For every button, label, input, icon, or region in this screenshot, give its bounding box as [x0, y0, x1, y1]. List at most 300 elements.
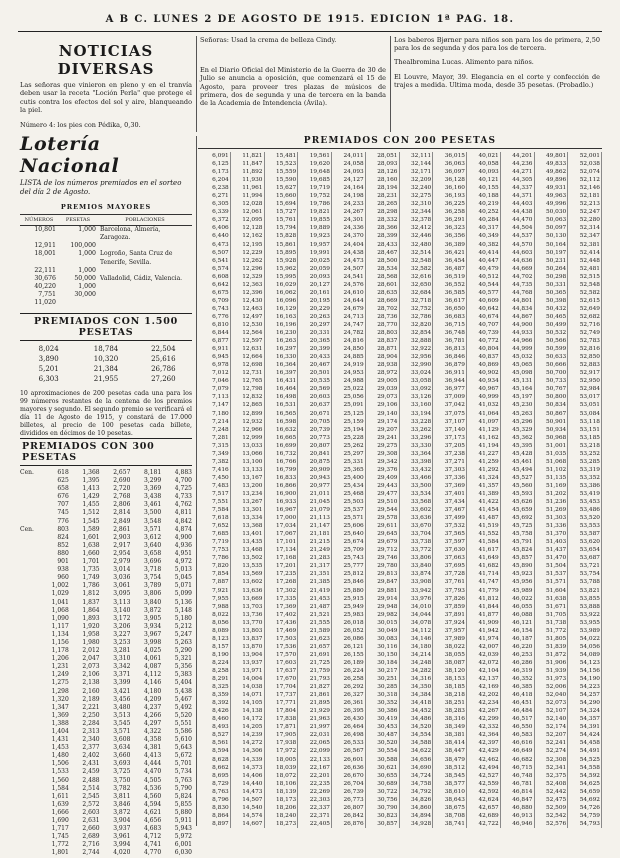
p200-number: 28,399 [367, 232, 400, 240]
p200-number: 40,317 [468, 224, 501, 232]
p200-number: 41,877 [468, 611, 501, 619]
p300-number: 4,842 [174, 517, 192, 525]
p200-number: 21,929 [299, 707, 332, 715]
p200-number: 6,743 [198, 305, 231, 313]
p200-number: 12,262 [232, 257, 265, 265]
p200-number: 51,169 [536, 482, 569, 490]
p200-number: 51,236 [536, 498, 569, 506]
p200-number: 54,391 [569, 723, 602, 731]
p200-number: 42,299 [468, 715, 501, 723]
p200-number: 25,880 [333, 587, 366, 595]
p200-number: 6,173 [198, 168, 231, 176]
p200-number: 54,491 [569, 747, 602, 755]
p300-number: 745 [57, 509, 69, 517]
p200-number: 24,198 [333, 192, 366, 200]
p200-number: 18,005 [266, 756, 299, 764]
p200-number: 28,938 [367, 361, 400, 369]
p200-number: 7,988 [198, 603, 231, 611]
p200-number: 8,224 [198, 659, 231, 667]
p300-number: 1,584 [51, 784, 69, 792]
p200-number: 21,861 [299, 691, 332, 699]
p200-number: 41,422 [468, 498, 501, 506]
p300-number: 1,178 [51, 647, 69, 655]
p200-number: 11,892 [232, 168, 265, 176]
p200-number: 32,922 [401, 345, 434, 353]
p200-number: 24,507 [333, 265, 366, 273]
p200-number: 52,649 [569, 305, 602, 313]
p200-number: 7,921 [198, 587, 231, 595]
p200-number: 40,447 [468, 257, 501, 265]
p200-number: 28,736 [367, 313, 400, 321]
p200-number: 8,157 [198, 643, 231, 651]
p200-number: 30,453 [367, 723, 400, 731]
p300-number: 3,634 [113, 744, 131, 752]
p200-number: 6,125 [198, 160, 231, 168]
p200-number: 26,773 [333, 796, 366, 804]
p200-number: 52,247 [569, 208, 602, 216]
p200-number: 52,174 [536, 723, 569, 731]
p200-number: 37,663 [434, 554, 467, 562]
p200-number: 37,532 [434, 522, 467, 530]
p200-number: 40,999 [468, 393, 501, 401]
p200-number: 36,846 [434, 353, 467, 361]
p200-number: 7,887 [198, 578, 231, 586]
p200-number: 51,738 [536, 619, 569, 627]
p200-number: 17,168 [266, 554, 299, 562]
p200-number: 26,224 [333, 667, 366, 675]
p200-number: 40,707 [468, 321, 501, 329]
p200-number: 28,366 [367, 224, 400, 232]
p200-number: 36,552 [434, 281, 467, 289]
p200-number: 32,378 [401, 216, 434, 224]
p200-number: 51,537 [536, 570, 569, 578]
p200-number: 17,670 [266, 675, 299, 683]
p200-number: 13,502 [232, 554, 265, 562]
right-text-1: Los baberos Bjørner para niños son para los de primera, 2,50 para los de segunda y dos para los de tercera. [394, 36, 600, 53]
p200-number: 52,381 [569, 241, 602, 249]
p300-number: 4,594 [144, 800, 162, 808]
p300-number: 3,140 [113, 606, 131, 614]
p200-number: 6,574 [198, 265, 231, 273]
p200-number: 21,691 [299, 651, 332, 659]
p200-number: 12,128 [232, 224, 265, 232]
p200-number: 8,426 [198, 707, 231, 715]
p200-number: 45,923 [502, 570, 535, 578]
p200-number: 41,779 [468, 587, 501, 595]
p200-number: 24,644 [333, 297, 366, 305]
p300-number: 3,061 [113, 582, 131, 590]
p200-number: 11,930 [232, 176, 265, 184]
p200-number: 8,460 [198, 715, 231, 723]
p200-number: 26,636 [333, 764, 366, 772]
p200-number: 33,432 [401, 466, 434, 474]
p200-number: 52,548 [569, 281, 602, 289]
p200-number: 46,781 [502, 780, 535, 788]
p200-number: 38,218 [434, 691, 467, 699]
p200-number: 41,194 [468, 442, 501, 450]
p300-number: 6,030 [174, 849, 192, 857]
p300-label [20, 760, 38, 768]
p300-number: 3,036 [113, 574, 131, 582]
p200-number: 7,113 [198, 393, 231, 401]
p200-number: 22,371 [299, 812, 332, 820]
p200-number: 44,371 [502, 192, 535, 200]
p300-number: 3,571 [144, 525, 162, 533]
p200-number: 16,933 [266, 498, 299, 506]
p300-label [20, 696, 38, 704]
p300-number: 4,180 [144, 687, 162, 695]
p200-number: 53,922 [569, 611, 602, 619]
p200-number: 8,897 [198, 820, 231, 828]
p200-number: 17,067 [266, 530, 299, 538]
mayores-row [20, 250, 192, 266]
p200-number: 52,375 [536, 772, 569, 780]
p200-number: 36,193 [434, 192, 467, 200]
p200-number: 49,833 [536, 160, 569, 168]
p200-number: 16,397 [266, 369, 299, 377]
p1500-number: 21,384 [93, 365, 119, 374]
p300-number: 1,864 [82, 606, 100, 614]
p200-number: 29,005 [367, 377, 400, 385]
p300-number: 2,514 [82, 784, 100, 792]
p200-number: 37,891 [434, 611, 467, 619]
p200-number: 19,923 [299, 232, 332, 240]
p200-number: 14,507 [232, 796, 265, 804]
p200-number: 33,568 [401, 498, 434, 506]
p200-number: 51,370 [536, 530, 569, 538]
p200-number: 17,704 [266, 683, 299, 691]
p300-number: 4,762 [174, 501, 192, 509]
p200-number: 45,956 [502, 578, 535, 586]
mayores-cell-num: 7,751 [38, 291, 56, 299]
p200-number: 36,454 [434, 257, 467, 265]
p200-number: 34,690 [401, 764, 434, 772]
p200-number: 53,084 [569, 410, 602, 418]
p200-number: 53,620 [569, 538, 602, 546]
p300-number: 2,689 [82, 833, 100, 841]
p200-number: 52,917 [569, 369, 602, 377]
p300-number: 1,512 [82, 509, 100, 517]
p300-number: 1,429 [82, 493, 100, 501]
p200-number: 46,484 [502, 707, 535, 715]
p200-number: 25,812 [333, 570, 366, 578]
p200-number: 25,915 [333, 595, 366, 603]
p200-number: 50,398 [536, 297, 569, 305]
p200-number: 8,493 [198, 723, 231, 731]
p200-number: 15,523 [266, 160, 299, 168]
p300-number: 1,639 [51, 800, 69, 808]
p300-label [20, 728, 38, 736]
p300-number: 2,545 [82, 792, 100, 800]
p200-number: 44,702 [502, 273, 535, 281]
p300-number: 3,840 [144, 598, 162, 606]
p300-number: 1,156 [51, 638, 69, 646]
p200-number: 7,584 [198, 506, 231, 514]
p200-number: 37,140 [434, 426, 467, 434]
p200-number: 33,194 [401, 410, 434, 418]
p300-number: 3,500 [144, 509, 162, 517]
p200-number: 14,071 [232, 691, 265, 699]
p300-number: 5,180 [174, 614, 192, 622]
p200-number: 53,017 [569, 393, 602, 401]
p300-number: 5,356 [174, 663, 192, 671]
p200-number: 22,133 [299, 756, 332, 764]
p300-title: PREMIADOS CON 300 PESETAS [20, 438, 192, 466]
p300-number: 4,322 [144, 728, 162, 735]
p200-number: 52,414 [569, 249, 602, 257]
p200-number: 7,955 [198, 595, 231, 603]
p200-number: 18,173 [266, 796, 299, 804]
p200-number: 36,015 [434, 152, 467, 160]
p200-number: 44,570 [502, 241, 535, 249]
p300-number: 3,967 [144, 630, 162, 638]
p200-number: 40,577 [468, 289, 501, 297]
p200-number: 40,093 [468, 168, 501, 176]
p200-number: 29,275 [367, 442, 400, 450]
p200-number: 34,384 [401, 691, 434, 699]
p300-number: 776 [57, 517, 69, 525]
p200-number: 22,167 [299, 764, 332, 772]
p200-number: 7,820 [198, 562, 231, 570]
p200-number: 36,063 [434, 160, 467, 168]
p300-label [20, 477, 38, 485]
p200-number: 14,205 [232, 723, 265, 731]
p200-number: 41,292 [468, 466, 501, 474]
p200-number: 8,662 [198, 764, 231, 772]
p200-number: 34,894 [401, 812, 434, 820]
p200-number: 37,826 [434, 595, 467, 603]
p200-number: 28,837 [367, 337, 400, 345]
p200-number: 25,331 [333, 458, 366, 466]
p200-number: 44,933 [502, 329, 535, 337]
p200-number: 50,968 [536, 434, 569, 442]
p200-number: 16,196 [266, 321, 299, 329]
p200-number: 28,568 [367, 273, 400, 281]
p200-number: 50,767 [536, 385, 569, 393]
p200-number: 17,302 [266, 587, 299, 595]
mayores-cell-place [98, 291, 192, 299]
mayores-cell-place [98, 267, 192, 275]
p200-number: 45,527 [502, 474, 535, 482]
p300-number: 3,872 [144, 606, 162, 614]
p200-number: 41,389 [468, 490, 501, 498]
p200-number: 33,330 [401, 442, 434, 450]
p200-number: 25,571 [333, 514, 366, 522]
p200-number: 13,703 [232, 603, 265, 611]
p200-number: 25,674 [333, 538, 366, 546]
p200-number: 20,705 [299, 418, 332, 426]
p300-number: 2,744 [82, 849, 100, 857]
p200-number: 38,512 [434, 764, 467, 772]
p200-number: 33,160 [401, 401, 434, 409]
p200-number: 30,419 [367, 715, 400, 723]
p200-number: 53,285 [569, 458, 602, 466]
p200-number: 52,950 [569, 377, 602, 385]
p300-number: 1,117 [51, 622, 69, 630]
p300-number: 4,656 [144, 817, 162, 825]
p200-number: 42,202 [468, 691, 501, 699]
p200-number: 8,291 [198, 675, 231, 683]
p200-number: 29,914 [367, 595, 400, 603]
p200-number: 20,773 [299, 434, 332, 442]
p200-number: 50,432 [536, 305, 569, 313]
p200-number: 54,424 [569, 731, 602, 739]
p200-number: 45,494 [502, 466, 535, 474]
p200-number: 52,783 [569, 337, 602, 345]
p200-number: 33,636 [401, 514, 434, 522]
p200-number: 37,467 [434, 506, 467, 514]
p200-number: 15,727 [266, 208, 299, 216]
p200-number: 50,197 [536, 249, 569, 257]
p200-number: 36,585 [434, 289, 467, 297]
p300-label: Cen. [20, 525, 34, 533]
p300-number: 4,936 [174, 541, 192, 549]
p200-number: 42,462 [468, 756, 501, 764]
p300-number: 1,041 [51, 598, 69, 606]
p200-number: 20,127 [299, 281, 332, 289]
p200-number: 37,009 [434, 393, 467, 401]
p300-number: 3,998 [144, 638, 162, 646]
mayores-cell-num: 30,676 [34, 274, 56, 282]
p300-number: 3,612 [144, 533, 162, 541]
p200-number: 44,201 [502, 152, 535, 160]
mayores-row [20, 242, 192, 250]
p300-label [20, 631, 38, 639]
p200-number: 52,038 [569, 160, 602, 168]
p300-number: 658 [57, 485, 69, 493]
p200-number: 15,481 [266, 152, 299, 160]
p300-number: 1,601 [82, 533, 100, 541]
p200-number: 13,602 [232, 578, 265, 586]
p200-number: 6,608 [198, 273, 231, 281]
p200-number: 41,129 [468, 426, 501, 434]
p200-number: 20,875 [299, 458, 332, 466]
p300-number: 8,181 [144, 469, 162, 476]
p200-number: 26,086 [333, 635, 366, 643]
p300-number: 3,696 [144, 558, 162, 566]
p200-number: 8,796 [198, 796, 231, 804]
p200-number: 16,598 [266, 418, 299, 426]
p200-number: 21,725 [299, 659, 332, 667]
p200-number: 8,258 [198, 667, 231, 675]
p1500-number: 5,201 [38, 365, 59, 374]
p300-number: 1,837 [82, 598, 100, 606]
p200-number: 13,301 [232, 506, 265, 514]
p200-number: 20,739 [299, 426, 332, 434]
p200-number: 13,334 [232, 514, 265, 522]
p200-number: 52,181 [569, 192, 602, 200]
p200-number: 36,617 [434, 297, 467, 305]
mayores-cell-place [98, 283, 192, 291]
p200-number: 29,174 [367, 418, 400, 426]
p200-number: 54,123 [569, 659, 602, 667]
p200-number: 51,705 [536, 611, 569, 619]
p200-number: 40,902 [468, 369, 501, 377]
p200-number: 53,553 [569, 522, 602, 530]
p300-label [20, 825, 38, 833]
p300-label [20, 833, 38, 841]
p200-number: 6,844 [198, 329, 231, 337]
p200-number: 42,039 [468, 651, 501, 659]
p300-number: 4,811 [174, 509, 192, 517]
p200-number: 45,461 [502, 458, 535, 466]
p300-number: 2,849 [113, 517, 131, 525]
p200-number: 50,231 [536, 257, 569, 265]
p200-number: 26,739 [333, 788, 366, 796]
p200-number: 54,089 [569, 651, 602, 659]
p200-number: 41,227 [468, 450, 501, 458]
p200-number: 52,883 [569, 361, 602, 369]
p300-number: 5,467 [174, 695, 192, 703]
p200-number: 7,854 [198, 570, 231, 578]
p1500-title: PREMIADOS CON 1.500 PESETAS [20, 313, 192, 341]
p200-number: 32,752 [401, 305, 434, 313]
p200-number: 29,477 [367, 490, 400, 498]
p200-number: 29,039 [367, 385, 400, 393]
p200-number: 12,028 [232, 200, 265, 208]
p200-number: 12,463 [232, 305, 265, 313]
p200-number: 45,428 [502, 450, 535, 458]
p200-number: 32,718 [401, 297, 434, 305]
p200-number: 33,126 [401, 393, 434, 401]
p300-number: 4,413 [144, 752, 162, 760]
p200-number: 45,626 [502, 498, 535, 506]
p300-label [20, 768, 38, 776]
p200-number: 41,259 [468, 458, 501, 466]
p200-number: 52,207 [536, 731, 569, 739]
p200-number: 28,467 [367, 249, 400, 257]
p200-number: 25,228 [333, 434, 366, 442]
p200-number: 17,771 [266, 699, 299, 707]
p200-number: 15,794 [266, 224, 299, 232]
p200-number: 36,097 [434, 168, 467, 176]
p200-number: 14,272 [232, 739, 265, 747]
p200-number: 13,569 [232, 570, 265, 578]
p300-label [20, 623, 38, 631]
p200-number: 28,126 [367, 168, 400, 176]
p200-number: 21,113 [299, 514, 332, 522]
p200-number: 34,248 [401, 659, 434, 667]
p200-number: 50,164 [536, 241, 569, 249]
p200-number: 37,630 [434, 546, 467, 554]
p200-number: 41,454 [468, 506, 501, 514]
p200-number: 7,517 [198, 490, 231, 498]
p200-number: 40,934 [468, 377, 501, 385]
p200-number: 37,107 [434, 418, 467, 426]
p300-number: 4,505 [144, 776, 162, 784]
p200-number: 41,032 [468, 401, 501, 409]
p200-number: 26,601 [333, 756, 366, 764]
p200-number: 33,024 [401, 369, 434, 377]
p200-number: 53,955 [569, 619, 602, 627]
p200-number: 33,806 [401, 554, 434, 562]
p200-number: 30,554 [367, 747, 400, 755]
p200-number: 46,352 [502, 675, 535, 683]
p200-number: 12,497 [232, 313, 265, 321]
p200-number: 8,359 [198, 691, 231, 699]
p200-number: 37,205 [434, 442, 467, 450]
p300-number: 5,212 [174, 622, 192, 630]
p200-number: 16,531 [266, 401, 299, 409]
p200-number: 44,801 [502, 297, 535, 305]
p200-number: 51,671 [536, 603, 569, 611]
p200-number: 46,022 [502, 595, 535, 603]
p200-number: 26,567 [333, 747, 366, 755]
p200-number: 36,421 [434, 249, 467, 257]
p200-number: 8,695 [198, 772, 231, 780]
p200-number: 16,263 [266, 337, 299, 345]
p200-number: 16,732 [266, 450, 299, 458]
